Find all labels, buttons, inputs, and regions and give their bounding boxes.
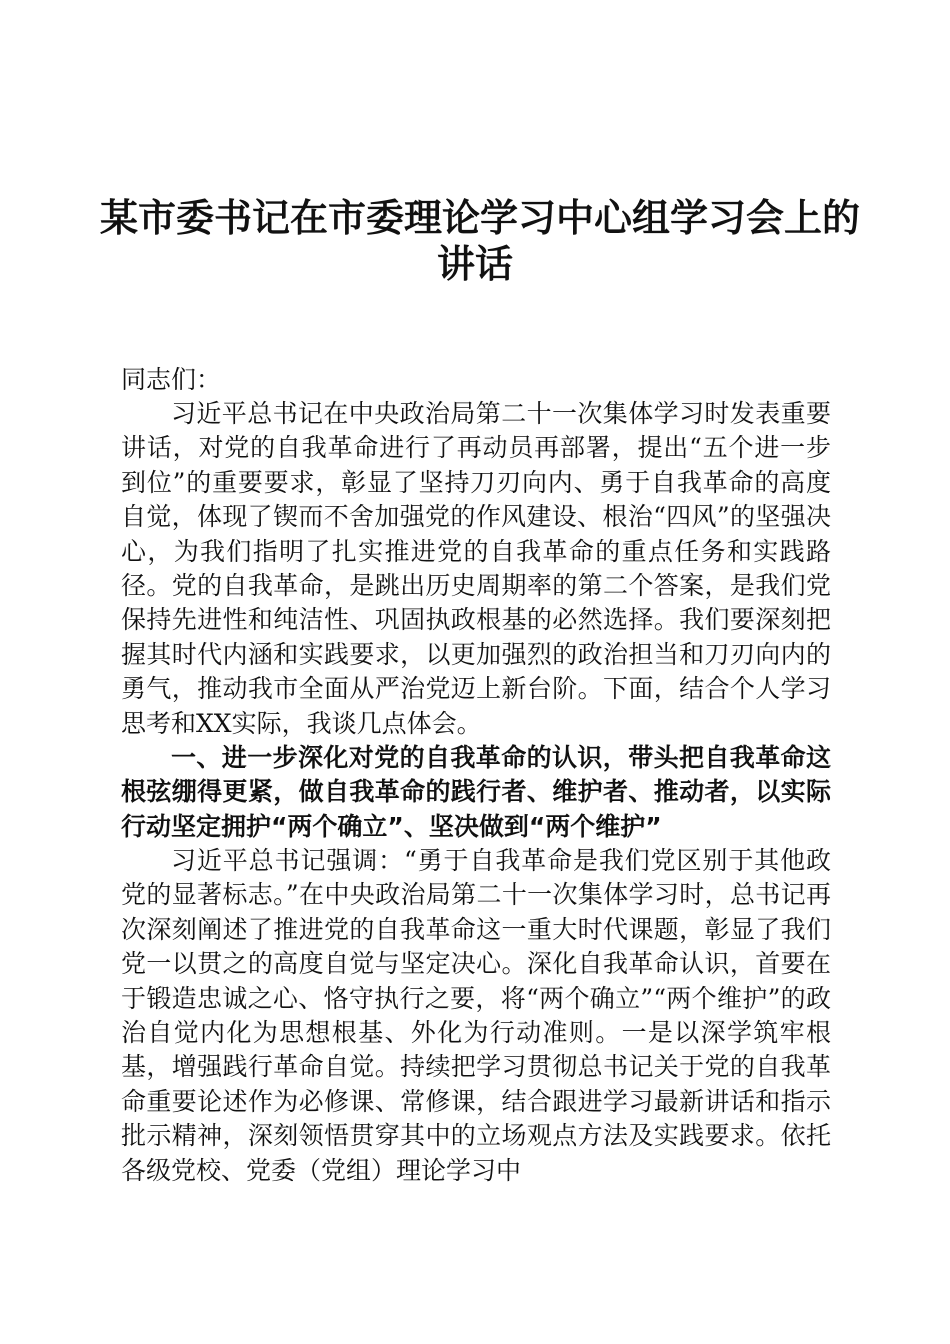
document-title-line-2: 讲话 <box>436 241 513 286</box>
section-heading-1: 一、进一步深化对党的自我革命的认识，带头把自我革命这根弦绷得更紧，做自我革命的践行者、维护者、推动者，以实际行动坚定拥护“两个确立”、坚决做到“两个维护” <box>121 743 831 841</box>
document-title-line-1: 某市委书记在市委理论学习中心组学习会上的 <box>100 195 861 240</box>
salutation: 同志们： <box>121 365 222 394</box>
body-paragraph-1: 习近平总书记在中央政治局第二十一次集体学习时发表重要讲话，对党的自我革命进行了再动员再部署，提出“五个进一步到位”的重要要求，彰显了坚持刀刃向内、勇于自我革命的高度自觉，体现了锲而不舍加强党的作风建设、根治“四风”的坚强决心，为我们指明了扎实推进党的自我革命的重点任务和实践路径。党的自我革命，是跳出历史周期率的第二个答案，是我们党保持先进性和纯洁性、巩固执政根基的必然选择。我们要深刻把握其时代内涵和实践要求，以更加强烈的政治担当和刀刃向内的勇气，推动我市全面从严治党迈上新台阶。下面，结合个人学习思考和XX实际，我谈几点体会。 <box>121 399 831 738</box>
body-paragraph-2: 习近平总书记强调：“勇于自我革命是我们党区别于其他政党的显著标志。”在中央政治局第二十一次集体学习时，总书记再次深刻阐述了推进党的自我革命这一重大时代课题，彰显了我们党一以贯之的高度自觉与坚定决心。深化自我革命认识，首要在于锻造忠诚之心、恪守执行之要，将“两个确立”“两个维护”的政治自觉内化为思想根基、外化为行动准则。一是以深学筑牢根基，增强践行革命自觉。持续把学习贯彻总书记关于党的自我革命重要论述作为必修课、常修课，结合跟进学习最新讲话和指示批示精神，深刻领悟贯穿其中的立场观点方法及实践要求。依托各级党校、党委（党组）理论学习中 <box>121 846 831 1185</box>
